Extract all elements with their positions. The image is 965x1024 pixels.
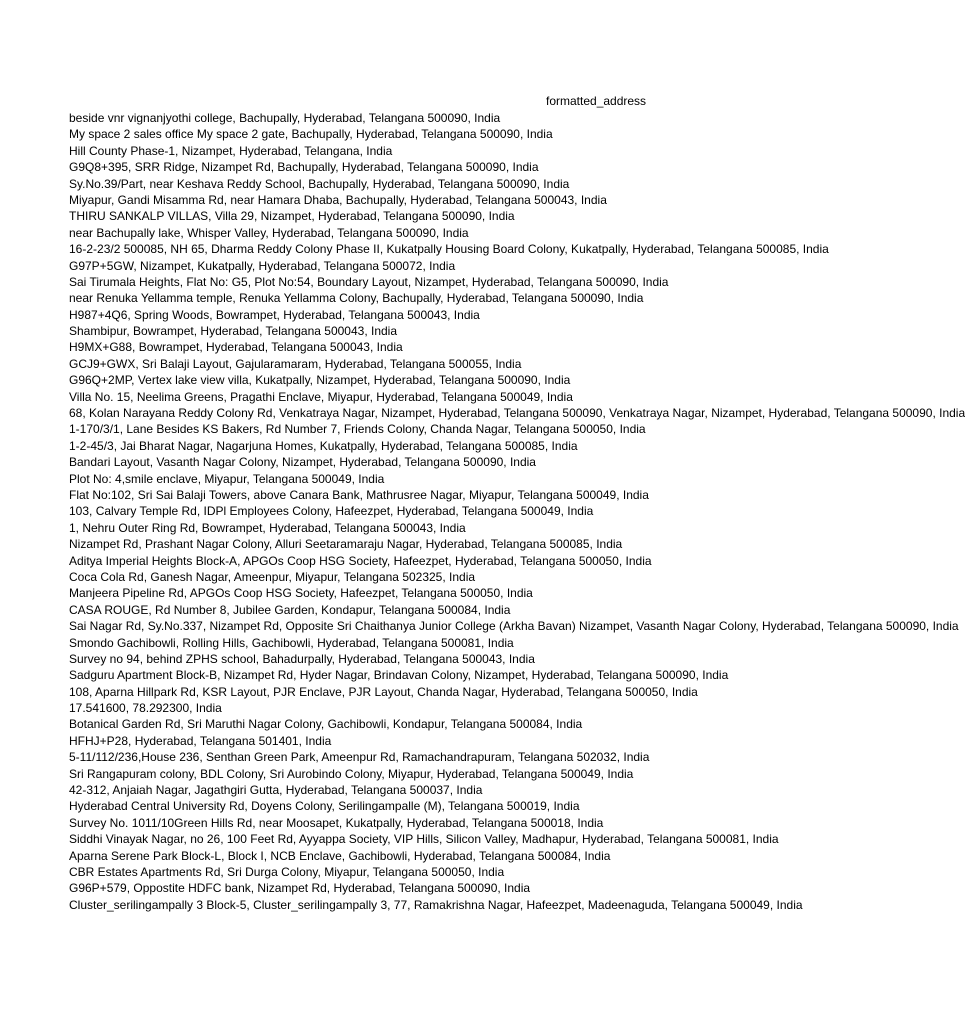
address-row: Manjeera Pipeline Rd, APGOs Coop HSG Society, Hafeezpet, Telangana 500050, India	[69, 586, 533, 601]
address-row: Aditya Imperial Heights Block-A, APGOs Coop HSG Society, Hafeezpet, Hyderabad, Telangana 500050, India	[69, 553, 652, 568]
address-row: 17.541600, 78.292300, India	[69, 701, 222, 716]
address-row: Siddhi Vinayak Nagar, no 26, 100 Feet Rd, Ayyappa Society, VIP Hills, Silicon Valley, Madhapur, Hyderabad, Telangana 500081, India	[69, 832, 779, 847]
address-row: THIRU SANKALP VILLAS, Villa 29, Nizampet, Hyderabad, Telangana 500090, India	[69, 209, 515, 224]
address-row: 1-170/3/1, Lane Besides KS Bakers, Rd Number 7, Friends Colony, Chanda Nagar, Telangana 500050, India	[69, 422, 646, 437]
address-row: Sri Rangapuram colony, BDL Colony, Sri Aurobindo Colony, Miyapur, Hyderabad, Telangana 500049, India	[69, 766, 634, 781]
address-row: Plot No: 4,smile enclave, Miyapur, Telangana 500049, India	[69, 471, 385, 486]
address-list	[69, 110, 965, 913]
address-row: CBR Estates Apartments Rd, Sri Durga Colony, Miyapur, Telangana 500050, India	[69, 864, 505, 879]
address-row: Villa No. 15, Neelima Greens, Pragathi Enclave, Miyapur, Hyderabad, Telangana 500049, India	[69, 389, 573, 404]
address-row: near Renuka Yellamma temple, Renuka Yellamma Colony, Bachupally, Hyderabad, Telangana 500090, India	[69, 291, 644, 306]
address-row: Hyderabad Central University Rd, Doyens Colony, Serilingampalle (M), Telangana 500019, India	[69, 799, 580, 814]
address-row: Smondo Gachibowli, Rolling Hills, Gachibowli, Hyderabad, Telangana 500081, India	[69, 635, 514, 650]
address-row: Hill County Phase-1, Nizampet, Hyderabad, Telangana, India	[69, 143, 393, 158]
address-row: G96Q+2MP, Vertex lake view villa, Kukatpally, Nizampet, Hyderabad, Telangana 500090, India	[69, 373, 571, 388]
address-row: H9MX+G88, Bowrampet, Hyderabad, Telangana 500043, India	[69, 340, 403, 355]
address-row: GCJ9+GWX, Sri Balaji Layout, Gajularamaram, Hyderabad, Telangana 500055, India	[69, 356, 522, 371]
address-row: Survey no 94, behind ZPHS school, Bahadurpally, Hyderabad, Telangana 500043, India	[69, 651, 535, 666]
address-row: My space 2 sales office My space 2 gate, Bachupally, Hyderabad, Telangana 500090, India	[69, 127, 553, 142]
address-row: G9Q8+395, SRR Ridge, Nizampet Rd, Bachupally, Hyderabad, Telangana 500090, India	[69, 160, 539, 175]
address-row: Cluster_serilingampally 3 Block-5, Cluster_serilingampally 3, 77, Ramakrishna Nagar, Hafeezpet, Madeenaguda, Telangana 500049, India	[69, 897, 803, 912]
address-row: 42-312, Anjaiah Nagar, Jagathgiri Gutta, Hyderabad, Telangana 500037, India	[69, 783, 483, 798]
address-row: Coca Cola Rd, Ganesh Nagar, Ameenpur, Miyapur, Telangana 502325, India	[69, 569, 476, 584]
address-row: Sadguru Apartment Block-B, Nizampet Rd, Hyder Nagar, Brindavan Colony, Nizampet, Hyderabad, Telangana 500090, India	[69, 668, 729, 683]
address-row: Flat No:102, Sri Sai Balaji Towers, above Canara Bank, Mathrusree Nagar, Miyapur, Telangana 500049, India	[69, 487, 649, 502]
address-row: Miyapur, Gandi Misamma Rd, near Hamara Dhaba, Bachupally, Hyderabad, Telangana 500043, India	[69, 192, 607, 207]
address-row: 68, Kolan Narayana Reddy Colony Rd, Venkatraya Nagar, Nizampet, Hyderabad, Telangana 500090, Venkatraya Nagar, Nizampet, Hyderabad, Telangana 500090, India	[69, 406, 965, 421]
address-row: Aparna Serene Park Block-L, Block I, NCB Enclave, Gachibowli, Hyderabad, Telangana 500084, India	[69, 848, 611, 863]
column-header-formatted-address: formatted_address	[546, 94, 647, 108]
address-row: Nizampet Rd, Prashant Nagar Colony, Alluri Seetaramaraju Nagar, Hyderabad, Telangana 500085, India	[69, 537, 623, 552]
address-row: 1, Nehru Outer Ring Rd, Bowrampet, Hyderabad, Telangana 500043, India	[69, 520, 466, 535]
address-row: 16-2-23/2 500085, NH 65, Dharma Reddy Colony Phase II, Kukatpally Housing Board Colony, Kukatpally, Hyderabad, Telangana 500085, India	[69, 242, 829, 257]
address-row: Bandari Layout, Vasanth Nagar Colony, Nizampet, Hyderabad, Telangana 500090, India	[69, 455, 536, 470]
address-row: Botanical Garden Rd, Sri Maruthi Nagar Colony, Gachibowli, Kondapur, Telangana 500084, India	[69, 717, 583, 732]
address-row: 1-2-45/3, Jai Bharat Nagar, Nagarjuna Homes, Kukatpally, Hyderabad, Telangana 500085, India	[69, 438, 578, 453]
address-row: near Bachupally lake, Whisper Valley, Hyderabad, Telangana 500090, India	[69, 225, 469, 240]
address-row: Sy.No.39/Part, near Keshava Reddy School, Bachupally, Hyderabad, Telangana 500090, India	[69, 176, 570, 191]
address-row: G96P+579, Oppostite HDFC bank, Nizampet Rd, Hyderabad, Telangana 500090, India	[69, 881, 531, 896]
address-row: HFHJ+P28, Hyderabad, Telangana 501401, India	[69, 733, 332, 748]
address-row: 108, Aparna Hillpark Rd, KSR Layout, PJR Enclave, PJR Layout, Chanda Nagar, Hyderabad, Telangana 500050, India	[69, 684, 698, 699]
address-row: Sai Nagar Rd, Sy.No.337, Nizampet Rd, Opposite Sri Chaithanya Junior College (Arkha Bavan) Nizampet, Vasanth Nagar Colony, Hyderabad, Telangana 500090, India	[69, 619, 959, 634]
address-row: Survey No. 1011/10Green Hills Rd, near Moosapet, Kukatpally, Hyderabad, Telangana 500018, India	[69, 815, 604, 830]
address-row: CASA ROUGE, Rd Number 8, Jubilee Garden, Kondapur, Telangana 500084, India	[69, 602, 511, 617]
address-row: Sai Tirumala Heights, Flat No: G5, Plot No:54, Boundary Layout, Nizampet, Hyderabad, Telangana 500090, India	[69, 274, 669, 289]
address-row: G97P+5GW, Nizampet, Kukatpally, Hyderabad, Telangana 500072, India	[69, 258, 456, 273]
address-row: beside vnr vignanjyothi college, Bachupally, Hyderabad, Telangana 500090, India	[69, 111, 501, 125]
address-row: 103, Calvary Temple Rd, IDPl Employees Colony, Hafeezpet, Hyderabad, Telangana 500049, India	[69, 504, 594, 519]
address-row: H987+4Q6, Spring Woods, Bowrampet, Hyderabad, Telangana 500043, India	[69, 307, 480, 322]
address-row: 5-11/112/236,House 236, Senthan Green Park, Ameenpur Rd, Ramachandrapuram, Telangana 502032, India	[69, 750, 650, 765]
address-row: Shambipur, Bowrampet, Hyderabad, Telangana 500043, India	[69, 324, 398, 339]
